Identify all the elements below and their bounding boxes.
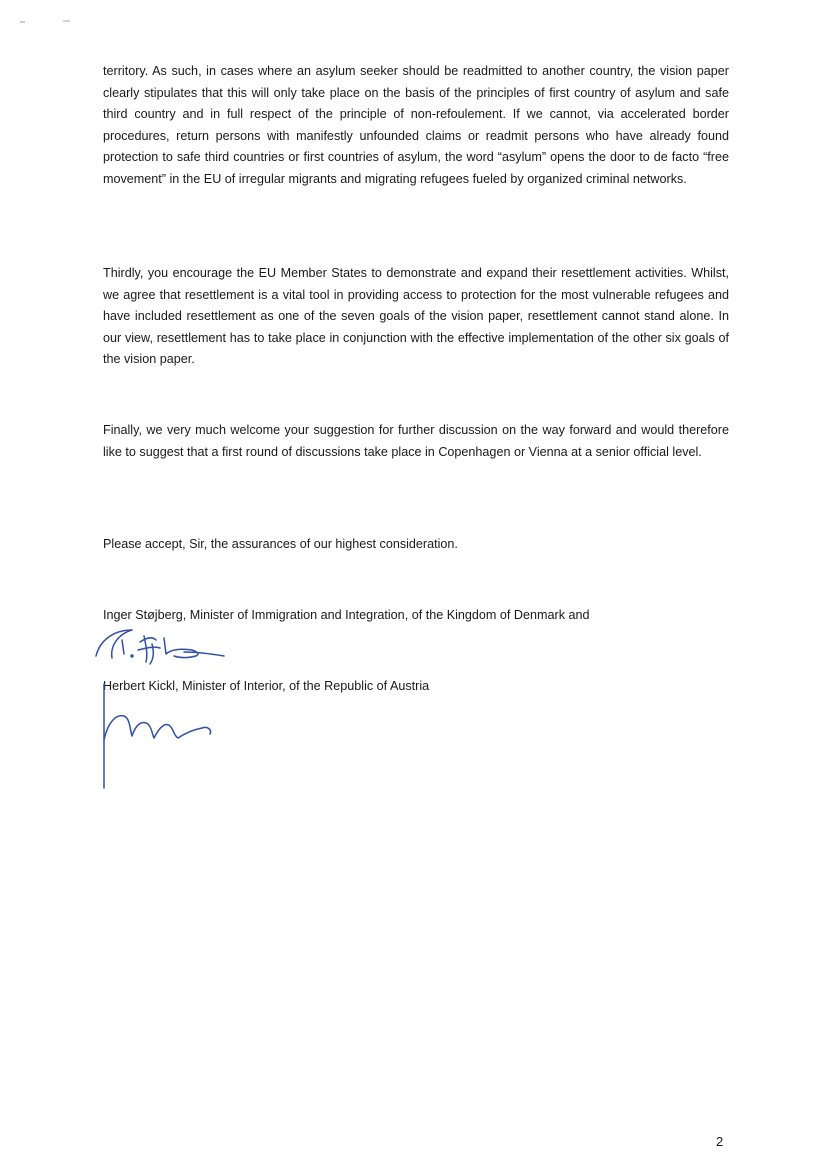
- paragraph-readmission: territory. As such, in cases where an asylum seeker should be readmitted to another country, the vision paper clearly stipulates that this will only take place on the basis of the principles of first country of asylum and safe third country and in full respect of the principle of non-refoulement. If we cannot, via accelerated border procedures, return persons with manifestly unfounded claims or readmit persons who have already found protection to safe third countries or first countries of asylum, the word “asylum” opens the door to de facto “free movement” in the EU of irregular migrants and migrating refugees fueled by organized criminal networks.: [103, 64, 729, 186]
- page-number: 2: [716, 1134, 724, 1149]
- scan-artifact-marks: [18, 18, 78, 26]
- paragraph-closing: Please accept, Sir, the assurances of our highest consideration.: [103, 537, 458, 551]
- signatory-kickl: Herbert Kickl, Minister of Interior, of the Republic of Austria: [103, 679, 430, 693]
- signature-kickl: [92, 680, 222, 800]
- signatory-stojberg: Inger Støjberg, Minister of Immigration and Integration, of the Kingdom of Denmark and: [103, 608, 590, 622]
- signature-stojberg: [88, 618, 238, 678]
- paragraph-resettlement: Thirdly, you encourage the EU Member States to demonstrate and expand their resettlement activities. Whilst, we agree that resettlement is a vital tool in providing access to protection for the most vulnerable refugees and have included resettlement as one of the seven goals of the vision paper, resettlement cannot stand alone. In our view, resettlement has to take place in conjunction with the effective implementation of the other six goals of the vision paper.: [103, 266, 729, 367]
- paragraph-further-discussion: Finally, we very much welcome your suggestion for further discussion on the way forward and would therefore like to suggest that a first round of discussions take place in Copenhagen or Vienna at a senior official level.: [103, 423, 729, 459]
